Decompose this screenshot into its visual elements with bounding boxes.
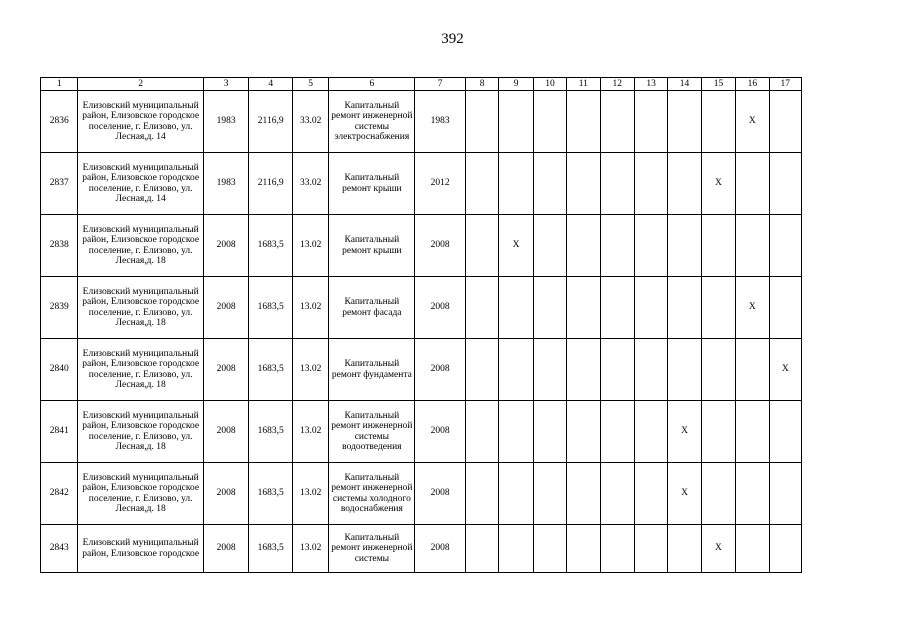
column-header: 10 [533, 78, 566, 91]
table-row [41, 463, 802, 525]
build-year-cell: 2008 [203, 277, 249, 339]
work-type-cell: Капитальный ремонт крыши [329, 215, 415, 277]
mark-cell [600, 525, 634, 573]
column-header: 15 [701, 78, 735, 91]
mark-cell [769, 401, 801, 463]
work-type-cell: Капитальный ремонт инженерной системы электроснабжения [329, 91, 415, 153]
mark-cell [769, 277, 801, 339]
repair-year-cell: 2008 [415, 215, 466, 277]
mark-cell [465, 91, 498, 153]
mark-cell [668, 277, 701, 339]
mark-cell [567, 339, 600, 401]
repair-year-cell: 2008 [415, 277, 466, 339]
mark-cell [736, 215, 769, 277]
column-header: 7 [415, 78, 466, 91]
mark-cell [668, 339, 701, 401]
mark-cell [769, 463, 801, 525]
column-header: 13 [634, 78, 667, 91]
mark-cell [499, 525, 533, 573]
work-type-cell: Капитальный ремонт инженерной системы водоотведения [329, 401, 415, 463]
mark-cell [634, 277, 667, 339]
column-header: 4 [249, 78, 293, 91]
mark-cell [701, 401, 735, 463]
mark-cell [701, 463, 735, 525]
mark-cell [634, 401, 667, 463]
area-cell: 1683,5 [249, 401, 293, 463]
mark-cell [634, 215, 667, 277]
mark-cell [567, 463, 600, 525]
build-year-cell: 2008 [203, 401, 249, 463]
mark-cell [668, 153, 701, 215]
page-number: 392 [441, 31, 464, 47]
build-year-cell: 2008 [203, 463, 249, 525]
mark-cell [769, 153, 801, 215]
mark-cell [567, 525, 600, 573]
code-cell: 13.02 [292, 463, 328, 525]
code-cell: 33.02 [292, 91, 328, 153]
table-row [41, 401, 802, 463]
column-header: 12 [600, 78, 634, 91]
mark-cell [736, 401, 769, 463]
mark-cell [567, 401, 600, 463]
column-header: 8 [465, 78, 498, 91]
work-type-cell: Капитальный ремонт фасада [329, 277, 415, 339]
mark-cell [533, 153, 566, 215]
table-row [41, 153, 802, 215]
mark-cell [465, 339, 498, 401]
mark-cell [600, 215, 634, 277]
address-cell: Елизовский муниципальный район, Елизовское городское [78, 525, 203, 573]
mark-cell: X [499, 215, 533, 277]
mark-cell [465, 525, 498, 573]
mark-cell [499, 339, 533, 401]
table-row [41, 91, 802, 153]
area-cell: 1683,5 [249, 463, 293, 525]
mark-cell: X [668, 463, 701, 525]
mark-cell [533, 215, 566, 277]
mark-cell [465, 215, 498, 277]
mark-cell [769, 525, 801, 573]
mark-cell [736, 339, 769, 401]
header-row [41, 78, 802, 91]
column-header: 2 [78, 78, 203, 91]
row-number-cell: 2843 [41, 525, 78, 573]
column-header: 16 [736, 78, 769, 91]
area-cell: 2116,9 [249, 153, 293, 215]
register-table [40, 77, 802, 573]
column-header: 3 [203, 78, 249, 91]
build-year-cell: 2008 [203, 339, 249, 401]
mark-cell [533, 525, 566, 573]
table-body [41, 91, 802, 573]
mark-cell [567, 215, 600, 277]
address-cell: Елизовский муниципальный район, Елизовское городское поселение, г. Елизово, ул. Лесная,д. 18 [78, 463, 203, 525]
repair-year-cell: 2008 [415, 525, 466, 573]
code-cell: 13.02 [292, 215, 328, 277]
address-cell: Елизовский муниципальный район, Елизовское городское поселение, г. Елизово, ул. Лесная,д. 14 [78, 91, 203, 153]
mark-cell [465, 401, 498, 463]
mark-cell [465, 277, 498, 339]
column-header: 9 [499, 78, 533, 91]
code-cell: 33.02 [292, 153, 328, 215]
build-year-cell: 2008 [203, 215, 249, 277]
build-year-cell: 1983 [203, 153, 249, 215]
column-header: 1 [41, 78, 78, 91]
mark-cell [600, 339, 634, 401]
mark-cell [567, 277, 600, 339]
mark-cell: X [701, 525, 735, 573]
mark-cell [668, 91, 701, 153]
column-header: 6 [329, 78, 415, 91]
address-cell: Елизовский муниципальный район, Елизовское городское поселение, г. Елизово, ул. Лесная,д. 18 [78, 215, 203, 277]
repair-year-cell: 1983 [415, 91, 466, 153]
mark-cell [701, 91, 735, 153]
row-number-cell: 2839 [41, 277, 78, 339]
mark-cell [499, 463, 533, 525]
work-type-cell: Капитальный ремонт фундамента [329, 339, 415, 401]
mark-cell [668, 215, 701, 277]
mark-cell [736, 525, 769, 573]
column-header: 11 [567, 78, 600, 91]
row-number-cell: 2837 [41, 153, 78, 215]
mark-cell [634, 153, 667, 215]
mark-cell [634, 91, 667, 153]
code-cell: 13.02 [292, 401, 328, 463]
mark-cell [567, 153, 600, 215]
mark-cell [736, 153, 769, 215]
mark-cell [668, 525, 701, 573]
mark-cell [533, 339, 566, 401]
mark-cell [769, 215, 801, 277]
mark-cell: X [736, 91, 769, 153]
column-header: 14 [668, 78, 701, 91]
repair-year-cell: 2008 [415, 339, 466, 401]
repair-year-cell: 2008 [415, 463, 466, 525]
area-cell: 1683,5 [249, 339, 293, 401]
address-cell: Елизовский муниципальный район, Елизовское городское поселение, г. Елизово, ул. Лесная,д. 18 [78, 277, 203, 339]
mark-cell [769, 91, 801, 153]
row-number-cell: 2840 [41, 339, 78, 401]
mark-cell [600, 277, 634, 339]
mark-cell [499, 153, 533, 215]
work-type-cell: Капитальный ремонт инженерной системы холодного водоснабжения [329, 463, 415, 525]
mark-cell [499, 401, 533, 463]
mark-cell [600, 91, 634, 153]
table-row [41, 525, 802, 573]
mark-cell [533, 277, 566, 339]
mark-cell [600, 153, 634, 215]
mark-cell [499, 277, 533, 339]
area-cell: 1683,5 [249, 215, 293, 277]
row-number-cell: 2841 [41, 401, 78, 463]
area-cell: 1683,5 [249, 525, 293, 573]
row-number-cell: 2836 [41, 91, 78, 153]
address-cell: Елизовский муниципальный район, Елизовское городское поселение, г. Елизово, ул. Лесная,д. 18 [78, 401, 203, 463]
area-cell: 2116,9 [249, 91, 293, 153]
mark-cell [499, 91, 533, 153]
build-year-cell: 2008 [203, 525, 249, 573]
mark-cell [465, 153, 498, 215]
mark-cell [634, 463, 667, 525]
mark-cell [701, 277, 735, 339]
mark-cell [533, 463, 566, 525]
mark-cell [634, 339, 667, 401]
address-cell: Елизовский муниципальный район, Елизовское городское поселение, г. Елизово, ул. Лесная,д. 14 [78, 153, 203, 215]
mark-cell [533, 401, 566, 463]
mark-cell [533, 91, 566, 153]
row-number-cell: 2842 [41, 463, 78, 525]
column-header: 5 [292, 78, 328, 91]
code-cell: 13.02 [292, 339, 328, 401]
mark-cell [736, 463, 769, 525]
table-row [41, 277, 802, 339]
column-header: 17 [769, 78, 801, 91]
mark-cell: X [701, 153, 735, 215]
repair-year-cell: 2008 [415, 401, 466, 463]
mark-cell [600, 401, 634, 463]
table-row [41, 339, 802, 401]
mark-cell: X [769, 339, 801, 401]
repair-year-cell: 2012 [415, 153, 466, 215]
mark-cell: X [668, 401, 701, 463]
mark-cell [567, 91, 600, 153]
mark-cell: X [736, 277, 769, 339]
mark-cell [600, 463, 634, 525]
area-cell: 1683,5 [249, 277, 293, 339]
work-type-cell: Капитальный ремонт инженерной системы [329, 525, 415, 573]
mark-cell [701, 215, 735, 277]
mark-cell [465, 463, 498, 525]
work-type-cell: Капитальный ремонт крыши [329, 153, 415, 215]
mark-cell [634, 525, 667, 573]
build-year-cell: 1983 [203, 91, 249, 153]
mark-cell [701, 339, 735, 401]
code-cell: 13.02 [292, 277, 328, 339]
row-number-cell: 2838 [41, 215, 78, 277]
table-row [41, 215, 802, 277]
address-cell: Елизовский муниципальный район, Елизовское городское поселение, г. Елизово, ул. Лесная,д. 18 [78, 339, 203, 401]
code-cell: 13.02 [292, 525, 328, 573]
